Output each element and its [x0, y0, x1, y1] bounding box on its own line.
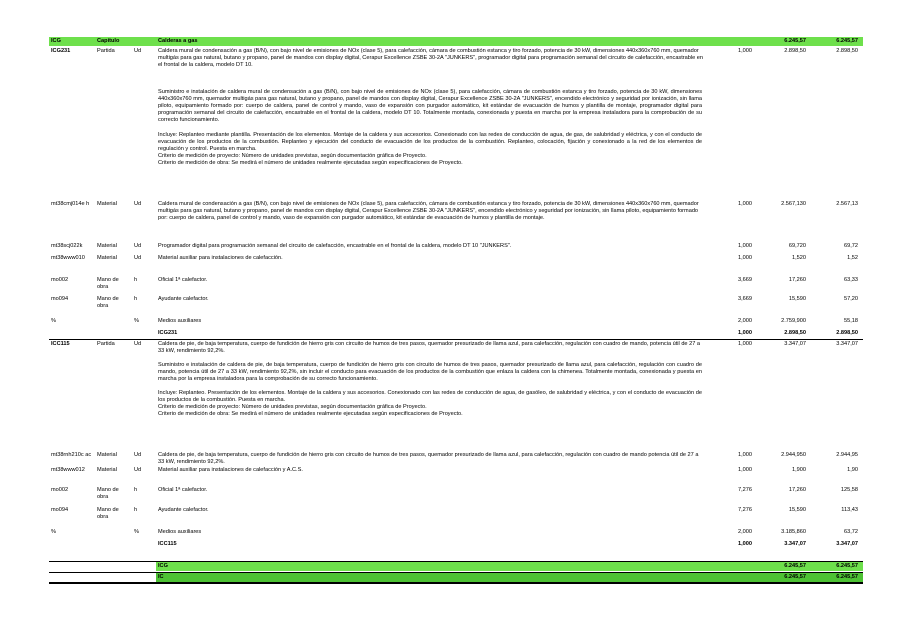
component-description: Caldera de pie, de baja temperatura, cuerpo de fundición de hierro gris con circuito de humos de tres pasos, quemador presurizado de llama azul, para calefacción, regulación con cuadro de mando potencia útil de 27 a 33 kW, rendimiento 92,2%. [158, 452, 699, 466]
component-quantity: 1,000 [738, 243, 752, 249]
subtotal-amount: 3.347,07 [836, 541, 858, 547]
component-code: % [51, 529, 56, 535]
component-unit: h [134, 487, 138, 493]
component-type: Material [97, 467, 117, 473]
component-price: 3.185,860 [781, 529, 806, 535]
chapter-title: Calderas a gas [158, 38, 198, 44]
component-unit: Ud [134, 255, 142, 261]
component-amount: 57,20 [844, 296, 858, 302]
component-amount: 113,43 [841, 507, 858, 513]
component-code: mt38scj022k [51, 243, 83, 249]
component-code: mt38www012 [51, 467, 85, 473]
component-price: 17,260 [788, 277, 806, 283]
component-unit: h [134, 296, 138, 302]
component-type: Mano de obra [97, 277, 119, 291]
item-long-description: Suministro e instalación de caldera mural de condensación a gas (B/N), con bajo nivel de emisiones de NOx (clase 5), para calefacción, cámara de combustión estanca y tiro forzado, potencia de 30 kW, dimensiones 440x360x760 mm, quemador multigás para gas natural, butano y propano, panel de mandos con display digital, Cerapur Excellence ZSBE 30-2A "JUNKERS", encendido electrónico y seguridad por ionización, sin llama piloto, equipamiento formado por: cuerpo de caldera, panel de control y mando, vaso de expansión con purgador automático, kit estándar de evacuación de humos y plantilla de montaje, programador digital para programación semanal del circuito de calefacción, encastrable en el frontal de la caldera, modelo DT 10. Totalmente montada, conexionada y puesta en marcha por la empresa instaladora para la comprobación de su correcto funcionamiento. [158, 89, 702, 124]
item-criterion-work: Criterio de medición de obra: Se medirá el número de unidades realmente ejecutadas según especificaciones de Proyecto. [158, 411, 463, 417]
component-price: 2.944,950 [781, 452, 806, 458]
component-description: Oficial 1ª calefactor. [158, 277, 208, 283]
component-unit: h [134, 277, 138, 283]
bottom-border-line [49, 582, 863, 584]
item-type: Partida [97, 341, 115, 347]
component-amount: 63,33 [844, 277, 858, 283]
component-quantity: 2,000 [738, 529, 752, 535]
chapter-total-price: 6.245,57 [784, 563, 806, 569]
component-unit: Ud [134, 467, 142, 473]
grand-total-amount: 6.245,57 [836, 574, 858, 580]
component-type: Mano de obra [97, 507, 119, 521]
chapter-total-label: ICG [158, 563, 168, 569]
component-quantity: 2,000 [738, 318, 752, 324]
component-description: Material auxiliar para instalaciones de calefacción. [158, 255, 283, 261]
item-amount: 2.898,50 [836, 48, 858, 54]
grand-total-label: IC [158, 574, 164, 580]
component-quantity: 3,669 [738, 277, 752, 283]
item-separator-line [49, 339, 863, 340]
component-code: mo094 [51, 507, 69, 513]
chapter-type: Capítulo [97, 38, 120, 44]
component-code: mt38www010 [51, 255, 85, 261]
component-quantity: 7,276 [738, 487, 752, 493]
item-quantity: 1,000 [738, 341, 752, 347]
item-price: 3.347,07 [784, 341, 806, 347]
component-unit: Ud [134, 201, 142, 207]
component-amount: 1,52 [847, 255, 858, 261]
chapter-total-amount: 6.245,57 [836, 563, 858, 569]
item-long-description: Suministro e instalación de caldera de pie, de baja temperatura, cuerpo de fundición de hierro gris con circuito de humos de tres pasos, quemador presurizado de llama azul, para calefacción, regulación con cuadro de mando, potencia útil de 27 a 33 kW, rendimiento 92,2%, sin incluir el conducto para evacuación de los productos de la combustión que enlaza la caldera con la chimenea. Totalmente montada, conexionada y puesta en marcha por la empresa instaladora para la comprobación de su correcto funcionamiento. [158, 362, 702, 383]
component-unit: Ud [134, 243, 142, 249]
subtotal-quantity: 1,000 [738, 330, 752, 336]
component-unit: % [134, 529, 139, 535]
component-price: 2.759,900 [781, 318, 806, 324]
component-amount: 2.567,13 [836, 201, 858, 207]
component-description: Oficial 1ª calefactor. [158, 487, 208, 493]
item-quantity: 1,000 [738, 48, 752, 54]
component-quantity: 7,276 [738, 507, 752, 513]
component-description: Ayudante calefactor. [158, 507, 209, 513]
subtotal-amount: 2.898,50 [836, 330, 858, 336]
component-amount: 1,90 [847, 467, 858, 473]
component-type: Mano de obra [97, 296, 119, 310]
item-criterion-project: Criterio de medición de proyecto: Número de unidades previstas, según documentación gráfica de Proyecto. [158, 153, 427, 159]
component-code: % [51, 318, 56, 324]
chapter-price: 6.245,57 [784, 38, 806, 44]
subtotal-quantity: 1,000 [738, 541, 752, 547]
component-quantity: 1,000 [738, 255, 752, 261]
component-code: mt38rnh210c ac [51, 452, 92, 458]
component-type: Material [97, 201, 117, 207]
component-price: 2.567,130 [781, 201, 806, 207]
component-type: Material [97, 243, 117, 249]
subtotal-price: 3.347,07 [784, 541, 806, 547]
component-amount: 125,58 [840, 487, 858, 493]
component-quantity: 1,000 [738, 452, 752, 458]
component-amount: 69,72 [844, 243, 858, 249]
grand-total-price: 6.245,57 [784, 574, 806, 580]
component-amount: 55,18 [844, 318, 858, 324]
component-unit: % [134, 318, 139, 324]
component-description: Material auxiliar para instalaciones de calefacción y A.C.S. [158, 467, 303, 473]
component-amount: 2.944,95 [836, 452, 858, 458]
component-type: Material [97, 255, 117, 261]
component-code: mo002 [51, 487, 69, 493]
component-price: 15,590 [788, 296, 806, 302]
component-type: Material [97, 452, 117, 458]
item-unit: Ud [134, 341, 142, 347]
component-quantity: 3,669 [738, 296, 752, 302]
component-unit: Ud [134, 452, 142, 458]
item-criterion-work: Criterio de medición de obra: Se medirá el número de unidades realmente ejecutadas según especificaciones de Proyecto. [158, 160, 463, 166]
item-includes: Incluye: Replanteo. Presentación de los elementos. Montaje de la caldera y sus accesorios. Conexionado con las redes de conducción de agua, de gasóleo, de salubridad y eléctrica, y con el conducto de evacuación de los productos de la combustión. Puesta en marcha. [158, 390, 702, 404]
chapter-amount: 6.245,57 [836, 38, 858, 44]
component-price: 1,900 [792, 467, 806, 473]
component-price: 15,590 [788, 507, 806, 513]
component-code: mt38cmj014e h [51, 201, 90, 207]
component-description: Programador digital para programación semanal del circuito de calefacción, encastrable en el frontal de la caldera, modelo DT 10 "JUNKERS". [158, 243, 512, 249]
component-description: Caldera mural de condensación a gas (B/N), con bajo nivel de emisiones de NOx (clase 5), para calefacción, cámara de combustión estanca y tiro forzado, potencia de 30 kW, dimensiones 440x360x760 mm, quemador multigás para gas natural, butano y propano, panel de mandos con display digital, Cerapur Excellence ZSBE 30-2A "JUNKERS", encendido electrónico y seguridad por ionización, sin llama piloto, equipamiento formado por: cuerpo de caldera, panel de control y mando, vaso de expansión con purgador automático, kit estándar de evacuación de humos y plantilla de montaje. [158, 201, 699, 222]
item-amount: 3.347,07 [836, 341, 858, 347]
component-unit: h [134, 507, 138, 513]
item-price: 2.898,50 [784, 48, 806, 54]
component-price: 69,720 [788, 243, 806, 249]
component-price: 17,260 [788, 487, 806, 493]
item-includes: Incluye: Replanteo mediante plantilla. Presentación de los elementos. Montaje de la caldera y sus accesorios. Conexionado con las redes de conducción de agua, de gas, de salubridad y eléctrica, y con el conducto de evacuación de los productos de la combustión. Replanteo y ejecución del conducto de evacuación de los productos de la combustión. Replanteo, colocación, fijación y conexionado a la red de los elementos de regulación y control. Puesta en marcha. [158, 132, 702, 153]
item-criterion-project: Criterio de medición de proyecto: Número de unidades previstas, según documentación gráfica de Proyecto. [158, 404, 427, 410]
component-amount: 63,72 [844, 529, 858, 535]
component-quantity: 1,000 [738, 201, 752, 207]
item-type: Partida [97, 48, 115, 54]
component-code: mo002 [51, 277, 69, 283]
component-price: 1,520 [792, 255, 806, 261]
component-quantity: 1,000 [738, 467, 752, 473]
component-description: Medios auxiliares [158, 529, 202, 535]
item-code: ICC115 [51, 341, 70, 347]
component-description: Medios auxiliares [158, 318, 202, 324]
item-unit: Ud [134, 48, 142, 54]
subtotal-price: 2.898,50 [784, 330, 806, 336]
item-code: ICG231 [51, 48, 71, 54]
subtotal-label: ICC115 [158, 541, 177, 547]
item-short-description: Caldera mural de condensación a gas (B/N), con bajo nivel de emisiones de NOx (clase 5), para calefacción, cámara de combustión estanca y tiro forzado, potencia de 30 kW, dimensiones 440x360x760 mm, quemador multigás para gas natural, butano y propano, panel de mandos con display digital, Cerapur Excellence ZSBE 30-2A "JUNKERS", programador digital para programación semanal del circuito de calefacción, encastrable en el frontal de la caldera, modelo DT 10. [158, 48, 704, 69]
component-type: Mano de obra [97, 487, 119, 501]
component-description: Ayudante calefactor. [158, 296, 209, 302]
chapter-code: ICG [51, 38, 61, 44]
item-short-description: Caldera de pie, de baja temperatura, cuerpo de fundición de hierro gris con circuito de humos de tres pasos, quemador presurizado de llama azul, para calefacción, regulación con cuadro de mando, potencia útil de 27 a 33 kW, rendimiento 92,2%. [158, 341, 700, 355]
subtotal-label: ICG231 [158, 330, 178, 336]
component-code: mo094 [51, 296, 69, 302]
